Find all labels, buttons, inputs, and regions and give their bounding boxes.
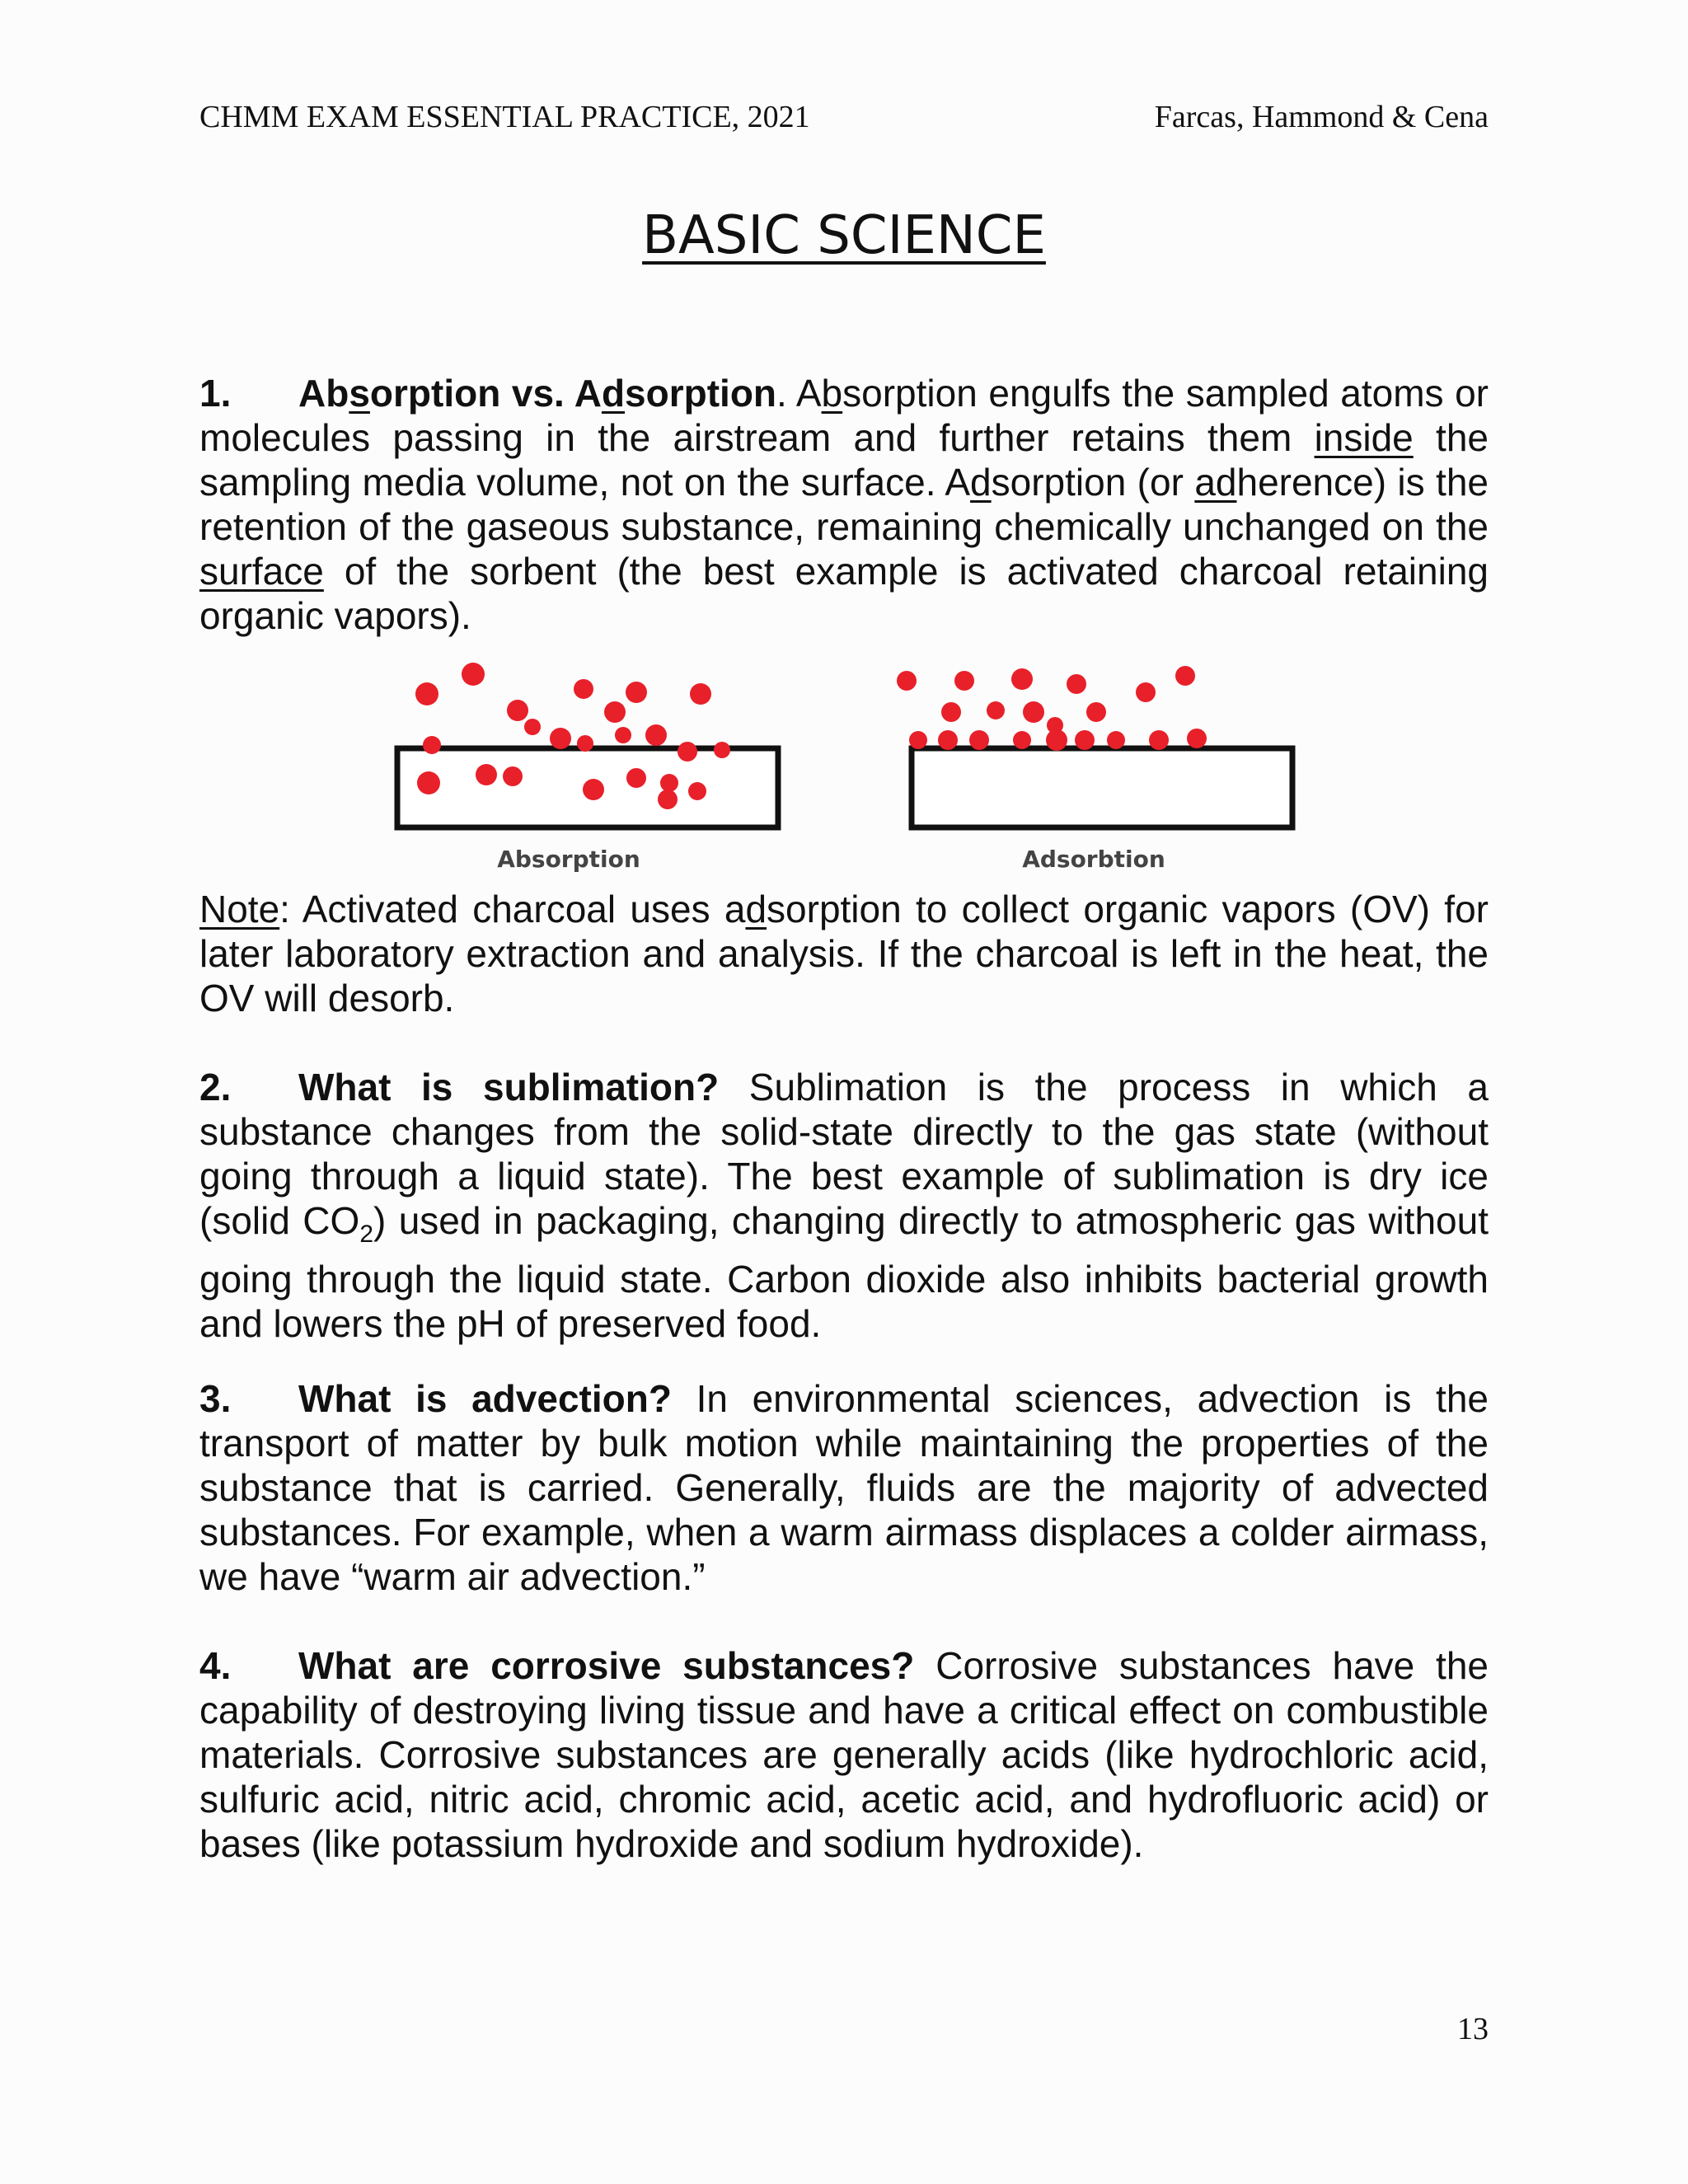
question-heading: What is sublimation?	[298, 1066, 720, 1108]
molecule-dot	[583, 779, 604, 800]
molecule-dot	[1149, 730, 1169, 750]
adsorption-container	[912, 748, 1292, 827]
question-1	[199, 371, 1489, 638]
question-number: 4.	[199, 1644, 232, 1687]
molecule-dot	[1136, 682, 1156, 702]
molecule-dot	[1175, 666, 1195, 686]
molecule-dot	[550, 728, 571, 749]
molecule-dot	[678, 742, 697, 762]
body-text: Sublimation is the process in which a substance changes from the solid-state directly to the gas state (without going through a liquid state). The best example of sublimation is dry ice (solid CO	[199, 1066, 1489, 1242]
body-underlined: b	[821, 372, 843, 415]
molecule-dot	[1011, 668, 1033, 690]
body-text: . A	[776, 372, 822, 415]
absorption-adsorption-diagram	[387, 643, 1343, 882]
body-text: of the sorbent (the best example is activated charcoal retaining organic vapors).	[199, 550, 1489, 637]
body-text: sorption (or	[991, 461, 1195, 504]
question-heading: What is advection?	[298, 1377, 672, 1420]
molecule-dot	[604, 701, 626, 723]
body-text: the sampling media volume, not on the surface. A	[199, 416, 1489, 504]
question-number: 2.	[199, 1066, 232, 1108]
running-header	[199, 99, 1489, 140]
body-underlined: d	[970, 461, 992, 504]
molecule-dot	[615, 727, 631, 743]
molecule-dot	[1023, 701, 1044, 723]
molecule-dot	[1107, 731, 1125, 749]
molecule-dot	[645, 724, 667, 746]
question-4-paragraph	[199, 1643, 1489, 1866]
molecule-dot	[577, 735, 593, 752]
body-underlined: surface	[199, 550, 324, 593]
question-number: 1.	[199, 372, 232, 415]
body-text: ) used in packaging, changing directly to atmospheric gas without going through the liquid state. Carbon dioxide also inhibits bacterial growth and lowers the pH of preserved food.	[199, 1199, 1489, 1346]
body-text: sorption engulfs the sampled atoms or molecules passing in the airstream and further retains them	[199, 372, 1489, 459]
molecule-dot	[714, 742, 730, 758]
body-text: herence) is the retention of the gaseous substance, remaining chemically unchanged on the	[199, 461, 1489, 548]
question-heading: What are corrosive substances?	[298, 1644, 915, 1687]
molecule-dot	[507, 700, 528, 721]
question-4	[199, 1643, 1489, 1866]
molecule-dot	[969, 730, 989, 750]
molecule-dot	[938, 730, 958, 750]
heading-part: Ab	[298, 372, 349, 415]
molecule-dot	[626, 768, 646, 788]
molecule-dot	[658, 790, 678, 809]
molecule-dot	[941, 702, 961, 722]
absorption-label: Absorption	[497, 846, 640, 873]
molecule-dot	[1187, 729, 1207, 748]
molecule-dot	[524, 719, 541, 735]
molecule-dot	[415, 682, 438, 705]
molecule-dot	[688, 782, 706, 800]
adsorption-label: Adsorbtion	[1022, 846, 1165, 873]
question-2-paragraph	[199, 1065, 1489, 1346]
molecule-dot	[660, 774, 678, 792]
molecule-dot	[897, 671, 917, 691]
body-text: Corrosive substances have the capability of destroying living tissue and have a critical effect on combustible materials. Corrosive substances are generally acids (like hydrochloric acid, sulfuric acid, nitric acid, chromic acid, acetic acid, and hydrofluoric acid) or bases (like potassium hydroxide and sodium hydroxide).	[199, 1644, 1489, 1865]
note-underlined: d	[745, 888, 767, 930]
molecule-dot	[417, 771, 440, 794]
subscript: 2	[359, 1221, 373, 1249]
molecule-dot	[690, 683, 711, 705]
molecule-dot	[476, 764, 497, 785]
body-text: In environmental sciences, advection is the transport of matter by bulk motion while maintaining the properties of the substance that is carried. Generally, fluids are the majority of advected substances. For example, when a warm airmass displaces a colder airmass, we have “warm air advection.”	[199, 1377, 1489, 1598]
note-label: Note	[199, 888, 280, 930]
molecule-dot	[503, 766, 523, 786]
heading-underlined: d	[601, 372, 626, 415]
page-title-text: BASIC SCIENCE	[642, 205, 1046, 266]
molecule-dot	[626, 682, 647, 703]
question-2	[199, 1065, 1489, 1346]
note-text: sorption to collect organic vapors (OV) for later laboratory extraction and analysis. If the charcoal is left in the heat, the OV will desorb.	[199, 888, 1489, 1019]
molecule-dot	[954, 671, 974, 691]
question-heading	[298, 372, 776, 415]
body-underlined: inside	[1314, 416, 1414, 459]
molecule-dot	[909, 731, 927, 749]
adsorption-molecules	[897, 666, 1207, 751]
note-paragraph	[199, 887, 1489, 1020]
page-title	[0, 204, 1688, 268]
page-number: 13	[1457, 2012, 1489, 2046]
molecule-dot	[1075, 730, 1095, 750]
molecule-dot	[462, 663, 485, 686]
question-3	[199, 1376, 1489, 1599]
heading-underlined: s	[349, 372, 370, 415]
molecule-dot	[1067, 674, 1086, 694]
header-authors: Farcas, Hammond & Cena	[1154, 100, 1489, 134]
heading-part: sorption	[625, 372, 777, 415]
header-title: CHMM EXAM ESSENTIAL PRACTICE, 2021	[199, 100, 810, 134]
question-3-paragraph	[199, 1376, 1489, 1599]
note-text: : Activated charcoal uses a	[279, 888, 746, 930]
molecule-dot	[574, 679, 593, 699]
question-1-paragraph	[199, 371, 1489, 638]
body-underlined: ad	[1194, 461, 1237, 504]
note	[199, 887, 1489, 1020]
heading-part: orption vs. A	[369, 372, 602, 415]
molecule-dot	[987, 701, 1005, 719]
question-number: 3.	[199, 1377, 232, 1420]
molecule-dot	[1046, 729, 1067, 751]
molecule-dot	[1013, 731, 1031, 749]
molecule-dot	[423, 736, 441, 754]
molecule-dot	[1086, 702, 1106, 722]
